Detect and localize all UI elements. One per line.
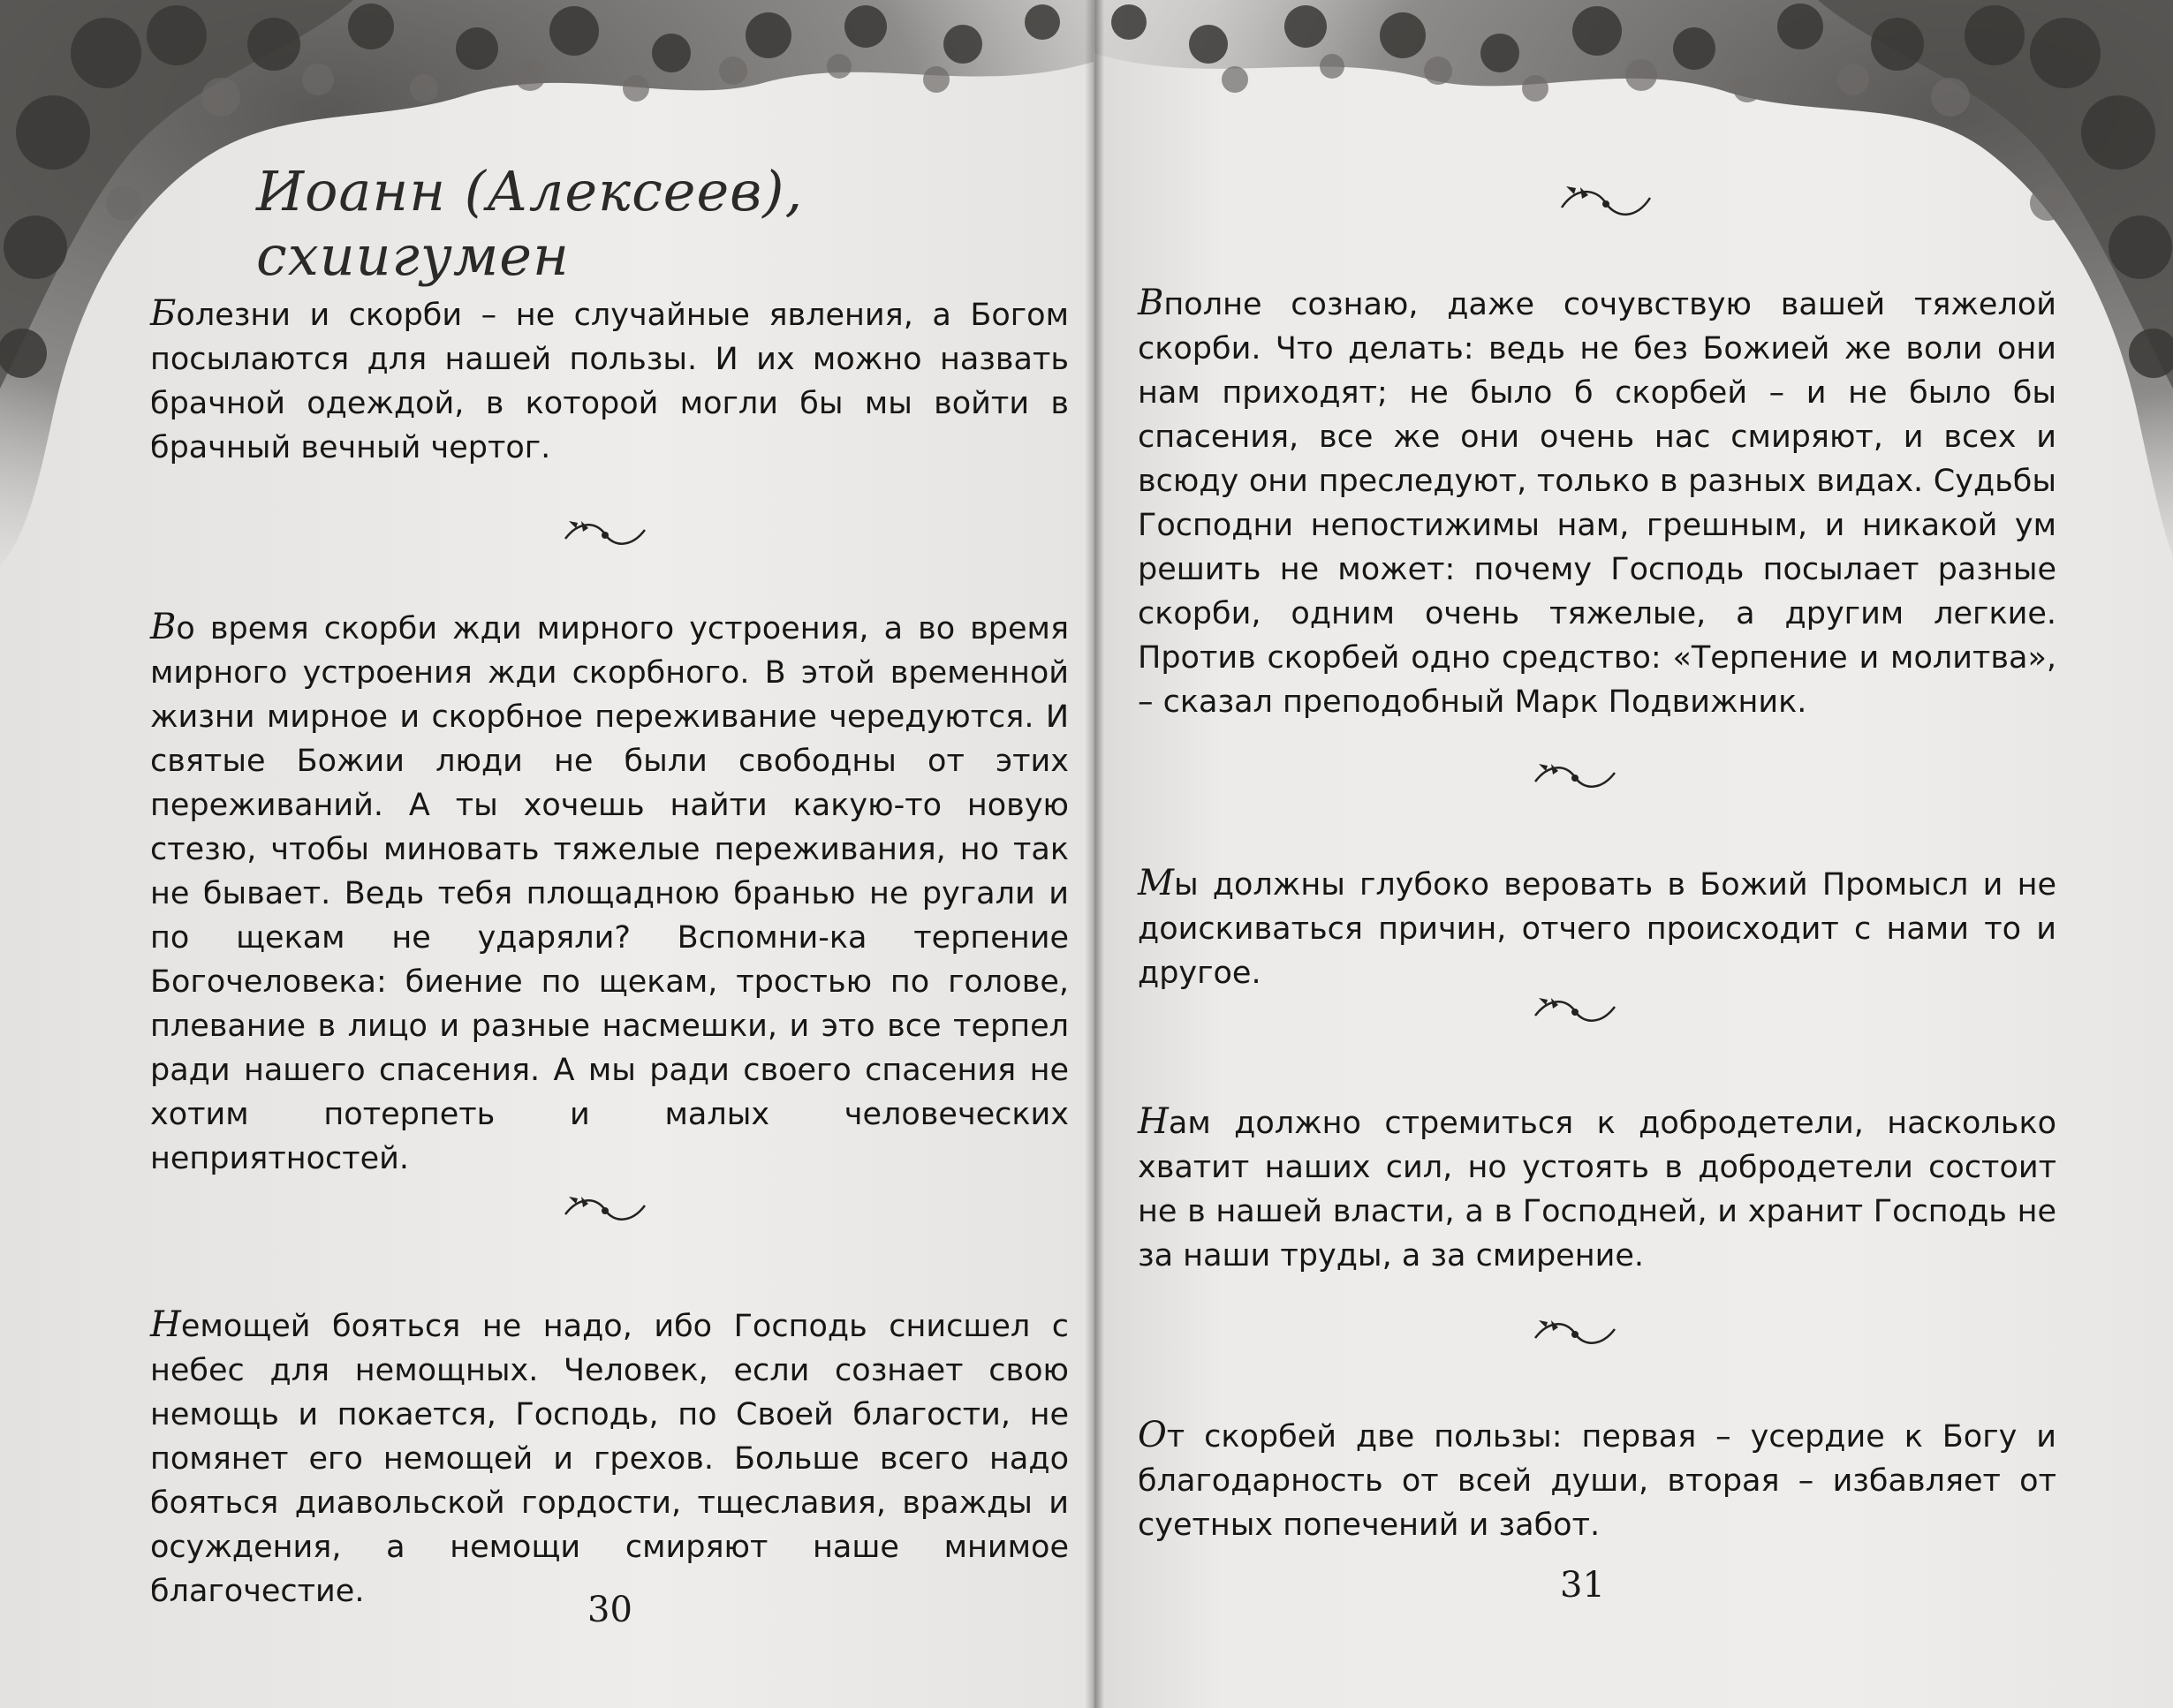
paragraph-text: емощей бояться не надо, ибо Господь снисшел с небес для немощных. Человек, если сознает свою немощь и покается, Господь, по Своей благости, не помянет его немощей и грехов. Больше всего надо бояться диавольской гордости, тщеславия, вражды и осуждения, а немощи смиряют наше мнимое благочестие. xyxy=(150,1309,1069,1609)
paragraph xyxy=(1138,1413,2056,1547)
paragraph-text: о время скорби жди мирного устроения, а во время мирного устроения жди скорбного. В этой временной жизни мирное и скорбное переживание чередуются. И святые Божии люди не были свободны от этих переживаний. А ты хочешь найти какую-то новую стезю, чтобы миновать тяжелые переживания, но так не бывает. Ведь тебя площадною бранью не ругали и по щекам не ударяли? Вспомни-ка терпение Богочеловека: биение по щекам, тростью по голове, плевание в лицо и разные насмешки, и это все терпел ради нашего спасения. А мы ради своего спасения не хотим потерпеть и малых человеческих неприятностей. xyxy=(150,611,1069,1176)
paragraph-text: т скорбей две пользы: первая – усердие к Богу и благодарность от всей души, вторая – избавляет от суетных попечений и забот. xyxy=(1138,1419,2056,1543)
paragraph xyxy=(1138,1100,2056,1278)
book-gutter-shadow xyxy=(1085,0,1104,1708)
page-number: 31 xyxy=(1560,1565,1605,1606)
drop-letter: О xyxy=(1138,1415,1167,1455)
paragraph-text: полне сознаю, даже сочувствую вашей тяжелой скорби. Что делать: ведь не без Божией же воли они нам приходят; не было б скорбей – и не было бы спасения, все же они очень нас смиряют, и всех и всюду они преследуют, только в разных видах. Судьбы Господни непостижимы нам, грешным, и никакой ум решить не может: почему Господь посылает разные скорби, одним очень тяжелые, а другим легкие. Против скорбей одно средство: «Терпение и молитва», – сказал преподобный Марк Подвижник. xyxy=(1138,287,2056,720)
paragraph xyxy=(150,605,1069,1181)
paragraph xyxy=(150,291,1069,470)
drop-letter: Н xyxy=(150,1304,181,1345)
drop-letter: В xyxy=(1138,283,1164,323)
paragraph-text: ам должно стремиться к добродетели, насколько хватит наших сил, но устоять в добродетели состоит не в нашей власти, а в Господней, и хранит Господь не за наши труды, а за смирение. xyxy=(1138,1106,2056,1273)
drop-letter: М xyxy=(1138,863,1174,903)
paragraph xyxy=(1138,281,2056,724)
page-number: 30 xyxy=(587,1590,632,1630)
running-header: Иоанн (Алексеев), схиигумен xyxy=(256,159,804,288)
floral-ornament-icon xyxy=(556,1188,654,1232)
drop-letter: Б xyxy=(150,293,177,334)
floral-ornament-icon xyxy=(1526,755,1624,799)
paragraph-text: ы должны глубоко веровать в Божий Промысл и не доискиваться причин, отчего происходит с нами то и другое. xyxy=(1138,867,2056,991)
drop-letter: Н xyxy=(1138,1101,1169,1142)
paragraph xyxy=(150,1303,1069,1614)
floral-ornament-icon xyxy=(1526,989,1624,1033)
floral-ornament-icon xyxy=(1526,1311,1624,1356)
paragraph-text: олезни и скорби – не случайные явления, а Богом посылаются для нашей пользы. И их можно назвать брачной одеждой, в которой могли бы мы войти в брачный вечный чертог. xyxy=(150,298,1069,465)
floral-ornament-icon xyxy=(1553,177,1659,230)
right-page xyxy=(1094,0,2173,1708)
drop-letter: В xyxy=(150,607,177,647)
floral-ornament-icon xyxy=(556,512,654,556)
paragraph xyxy=(1138,861,2056,995)
